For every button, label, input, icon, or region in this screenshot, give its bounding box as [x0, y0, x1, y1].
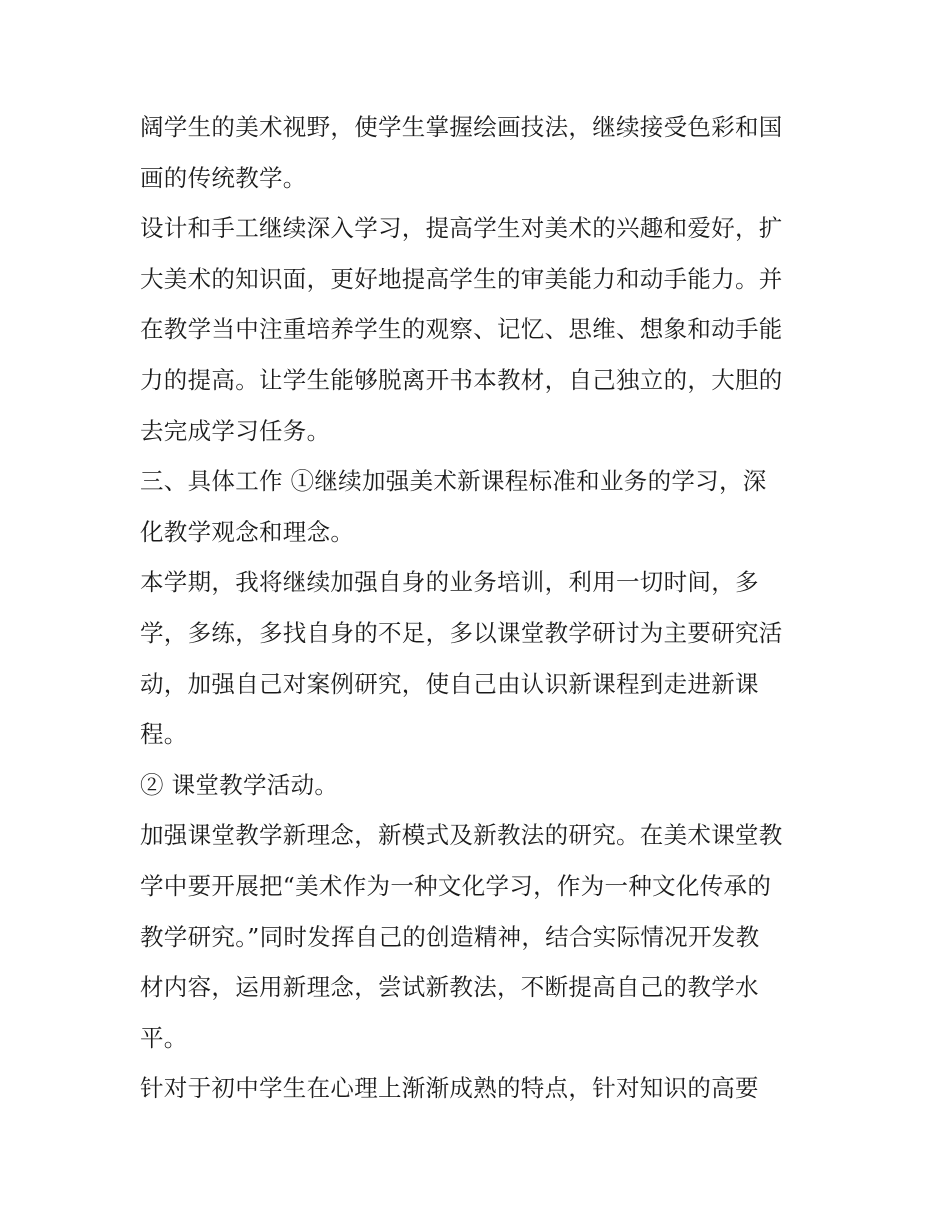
text-line: 画的传统教学。 — [140, 163, 307, 192]
text-line: 阔学生的美术视野，使学生掌握绘画技法，继续接受色彩和国 — [140, 113, 783, 141]
text-line: 平。 — [140, 1023, 188, 1052]
text-line: 力的提高。让学生能够脱离开书本教材，自己独立的，大胆的 — [140, 365, 783, 394]
text-line: 加强课堂教学新理念，新模式及新教法的研究。在美术课堂教 — [140, 821, 783, 850]
text-line: 大美术的知识面，更好地提高学生的审美能力和动手能力。并 — [140, 264, 783, 293]
text-line: 材内容，运用新理念，尝试新教法，不断提高自己的教学水 — [140, 973, 759, 1002]
text-line: 学，多练，多找自身的不足，多以课堂教学研讨为主要研究活 — [140, 618, 783, 647]
text-line: 化教学观念和理念。 — [140, 517, 355, 546]
text-line: 在教学当中注重培养学生的观察、记忆、思维、想象和动手能 — [140, 315, 783, 344]
text-line: 教学研究。”同时发挥自己的创造精神，结合实际情况开发教 — [140, 922, 760, 951]
text-line: 针对于初中学生在心理上渐渐成熟的特点，针对知识的高要 — [140, 1074, 759, 1103]
text-line: 去完成学习任务。 — [140, 416, 331, 445]
section-heading-line: 三、具体工作 ①继续加强美术新课程标准和业务的学习，深 — [140, 467, 767, 496]
text-line: 设计和手工继续深入学习，提高学生对美术的兴趣和爱好，扩 — [140, 214, 783, 243]
text-line: 程。 — [140, 720, 188, 749]
document-body — [140, 102, 820, 1114]
subsection-heading-line: ② 课堂教学活动。 — [140, 770, 339, 799]
text-line: 本学期，我将继续加强自身的业务培训，利用一切时间，多 — [140, 568, 759, 597]
text-line: 学中要开展把“美术作为一种文化学习，作为一种文化传承的 — [140, 871, 772, 900]
text-line: 动，加强自己对案例研究，使自己由认识新课程到走进新课 — [140, 669, 759, 698]
